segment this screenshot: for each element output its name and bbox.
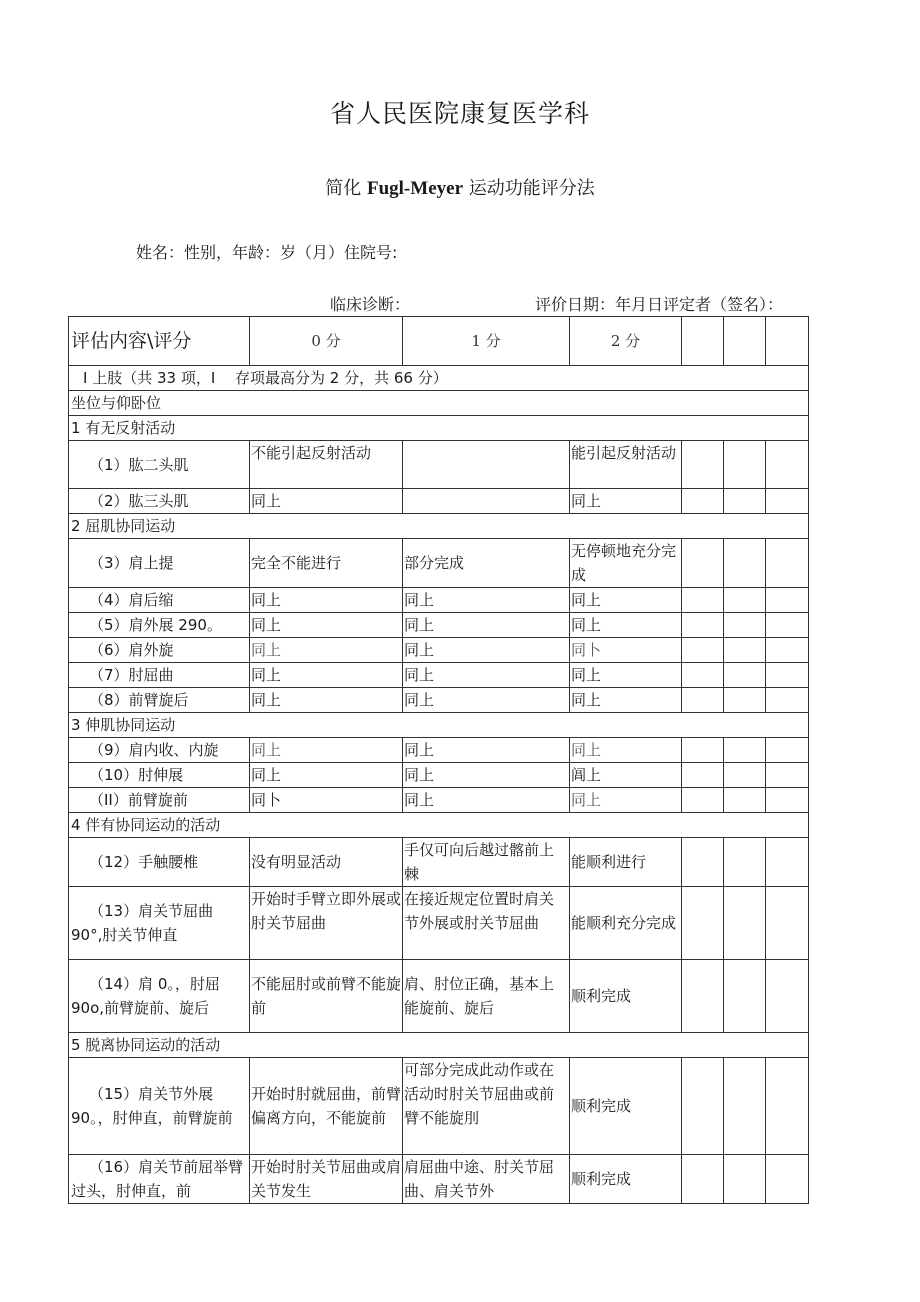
score2-desc: 同上	[570, 788, 682, 813]
assessment-table	[68, 316, 809, 1204]
clinical-diagnosis-label: 临床诊断：	[330, 295, 411, 314]
table-row	[69, 887, 809, 960]
score2-desc: 无停顿地充分完成	[570, 539, 682, 588]
page-title: 省人民医院康复医学科	[329, 99, 590, 128]
score2-desc: 同上	[570, 489, 682, 514]
subtitle-prefix: 简化	[325, 178, 367, 199]
table-row	[69, 838, 809, 887]
score0-desc: 完全不能进行	[250, 539, 403, 588]
table-row	[69, 1155, 809, 1204]
score1-desc: 部分完成	[403, 539, 570, 588]
patient-info-line: 姓名：性别，年龄：岁（月）住院号:	[136, 243, 398, 262]
score2-desc: 同上	[570, 738, 682, 763]
score-cell[interactable]	[724, 887, 766, 960]
score0-desc: 同上	[250, 489, 403, 514]
score0-desc: 同上	[250, 663, 403, 688]
score2-desc: 能顺利进行	[570, 838, 682, 887]
table-row	[69, 763, 809, 788]
score0-desc: 同上	[250, 613, 403, 638]
item-label: （1）肱二头肌	[69, 441, 250, 489]
score-cell[interactable]	[724, 763, 766, 788]
score1-desc: 在接近规定位置时肩关节外展或肘关节屈曲	[403, 887, 570, 960]
score0-desc: 不能屈肘或前臂不能旋前	[250, 960, 403, 1033]
score0-desc: 开始时手臂立即外展或肘关节屈曲	[250, 887, 403, 960]
score0-desc: 不能引起反射活动	[250, 441, 403, 489]
table-row	[69, 960, 809, 1033]
table-row	[69, 489, 809, 514]
score-cell[interactable]	[724, 613, 766, 638]
score-cell[interactable]	[724, 788, 766, 813]
score-cell[interactable]	[766, 613, 809, 638]
table-row	[69, 1058, 809, 1155]
score1-desc: 同上	[403, 763, 570, 788]
score2-desc: 同上	[570, 663, 682, 688]
table-row	[69, 539, 809, 588]
score2-desc: 顺利完成	[570, 1058, 682, 1155]
subtitle-name: Fugl-Meyer	[366, 178, 463, 199]
item-label: （12）手触腰椎	[69, 838, 250, 887]
score-cell[interactable]	[766, 887, 809, 960]
score1-desc: 手仅可向后越过髂前上棘	[403, 838, 570, 887]
section-reflex: 1 有无反射活动	[69, 416, 809, 441]
item-label: （13）肩关节屈曲 90°,肘关节伸直	[69, 887, 250, 960]
score-cell[interactable]	[766, 489, 809, 514]
score2-desc: 能引起反射活动	[570, 441, 682, 489]
table-row	[69, 441, 809, 489]
score0-desc: 没有明显活动	[250, 838, 403, 887]
table-row	[69, 588, 809, 613]
item-label: （10）肘伸展	[69, 763, 250, 788]
score2-desc: 同上	[570, 688, 682, 713]
table-row	[69, 663, 809, 688]
score1-desc: 同上	[403, 613, 570, 638]
score1-desc: 可部分完成此动作或在活动时肘关节屈曲或前臂不能旋刖	[403, 1058, 570, 1155]
score0-desc: 同上	[250, 763, 403, 788]
score-cell[interactable]	[766, 663, 809, 688]
item-label: （8）前臂旋后	[69, 688, 250, 713]
score-cell[interactable]	[766, 763, 809, 788]
score-cell[interactable]	[766, 838, 809, 887]
table-row	[69, 788, 809, 813]
score-cell[interactable]	[682, 588, 724, 613]
score-cell[interactable]	[682, 1155, 724, 1204]
score-cell[interactable]	[682, 887, 724, 960]
score-cell[interactable]	[682, 317, 724, 366]
header-score-0: 0 分	[250, 317, 403, 366]
score1-desc: 同上	[403, 788, 570, 813]
score-cell[interactable]	[724, 588, 766, 613]
item-label: （14）肩 0。，肘屈 90o,前臂旋前、旋后	[69, 960, 250, 1033]
score1-desc: 肩屈曲中途、肘关节屈曲、肩关节外	[403, 1155, 570, 1204]
score-cell[interactable]	[724, 1058, 766, 1155]
score-cell[interactable]	[766, 788, 809, 813]
table-row	[69, 738, 809, 763]
evaluation-info-label: 评价日期：年月日评定者（签名）：	[535, 295, 784, 314]
item-label: （16）肩关节前屈举臂过头，肘伸直，前	[69, 1155, 250, 1204]
score-cell[interactable]	[682, 788, 724, 813]
section-flexor-synergy: 2 屈肌协同运动	[69, 514, 809, 539]
score-cell[interactable]	[682, 763, 724, 788]
header-content: 评估内容\评分	[69, 317, 250, 366]
score-cell[interactable]	[766, 441, 809, 489]
item-label: （5）肩外展 290。	[69, 613, 250, 638]
header-score-2: 2 分	[570, 317, 682, 366]
score0-desc: 同上	[250, 688, 403, 713]
table-row	[69, 688, 809, 713]
score-cell[interactable]	[766, 1058, 809, 1155]
score1-desc: 同上	[403, 588, 570, 613]
header-row	[69, 317, 809, 366]
score-cell[interactable]	[682, 1058, 724, 1155]
score-cell[interactable]	[682, 441, 724, 489]
item-label: （2）肱三头肌	[69, 489, 250, 514]
score-cell[interactable]	[682, 539, 724, 588]
table-row	[69, 613, 809, 638]
score0-desc: 开始时肘就屈曲，前臂偏离方向，不能旋前	[250, 1058, 403, 1155]
score-cell[interactable]	[766, 539, 809, 588]
score0-desc: 同上	[250, 638, 403, 663]
score2-desc: 顺利完成	[570, 960, 682, 1033]
form-subtitle	[0, 174, 920, 200]
score2-desc: 同上	[570, 588, 682, 613]
score1-desc	[403, 441, 570, 489]
score2-desc: 能顺利充分完成	[570, 887, 682, 960]
score-cell[interactable]	[682, 663, 724, 688]
subsection-sit: 坐位与仰卧位	[69, 391, 809, 416]
score-cell[interactable]	[682, 838, 724, 887]
score-cell[interactable]	[766, 960, 809, 1033]
section-without-synergy: 5 脱离协同运动的活动	[69, 1033, 809, 1058]
score-cell[interactable]	[724, 663, 766, 688]
item-label: （9）肩内收、内旋	[69, 738, 250, 763]
score-cell[interactable]	[766, 738, 809, 763]
score0-desc: 同卜	[250, 788, 403, 813]
score-cell[interactable]	[766, 317, 809, 366]
section-with-synergy: 4 伴有协同运动的活动	[69, 813, 809, 838]
score-cell[interactable]	[724, 489, 766, 514]
item-label: （7）肘屈曲	[69, 663, 250, 688]
score-cell[interactable]	[682, 489, 724, 514]
score-cell[interactable]	[724, 441, 766, 489]
score1-desc: 同上	[403, 638, 570, 663]
score-cell[interactable]	[682, 613, 724, 638]
score-cell[interactable]	[682, 960, 724, 1033]
score-cell[interactable]	[724, 638, 766, 663]
score-cell[interactable]	[682, 688, 724, 713]
score-cell[interactable]	[766, 1155, 809, 1204]
item-label: （15）肩关节外展 90。，肘伸直，前臂旋前	[69, 1058, 250, 1155]
score1-desc: 同上	[403, 663, 570, 688]
item-label: （4）肩后缩	[69, 588, 250, 613]
score1-desc: 肩、肘位正确，基本上能旋前、旋后	[403, 960, 570, 1033]
score-cell[interactable]	[724, 317, 766, 366]
section-extensor-synergy: 3 伸肌协同运动	[69, 713, 809, 738]
score1-desc: 同上	[403, 738, 570, 763]
score-cell[interactable]	[766, 638, 809, 663]
item-label: （3）肩上提	[69, 539, 250, 588]
score-cell[interactable]	[724, 838, 766, 887]
score-cell[interactable]	[724, 688, 766, 713]
table-row	[69, 638, 809, 663]
score1-desc: 同上	[403, 688, 570, 713]
score-cell[interactable]	[682, 738, 724, 763]
score2-desc: 阊上	[570, 763, 682, 788]
score0-desc: 同上	[250, 588, 403, 613]
score0-desc: 同上	[250, 738, 403, 763]
item-label: （II）前臂旋前	[69, 788, 250, 813]
score-cell[interactable]	[724, 1155, 766, 1204]
score-cell[interactable]	[724, 539, 766, 588]
score2-desc: 顺利完成	[570, 1155, 682, 1204]
score2-desc: 同上	[570, 613, 682, 638]
score-cell[interactable]	[766, 688, 809, 713]
subtitle-suffix: 运动功能评分法	[463, 178, 595, 199]
section-upper-limb: I 上肢（共 33 项，I 存项最高分为 2 分，共 66 分）	[69, 366, 809, 391]
score2-desc: 同卜	[570, 638, 682, 663]
header-score-1: 1 分	[403, 317, 570, 366]
score-cell[interactable]	[724, 960, 766, 1033]
score-cell[interactable]	[766, 588, 809, 613]
score-cell[interactable]	[682, 638, 724, 663]
score-cell[interactable]	[724, 738, 766, 763]
score1-desc	[403, 489, 570, 514]
score0-desc: 开始时肘关节屈曲或肩关节发生	[250, 1155, 403, 1204]
item-label: （6）肩外旋	[69, 638, 250, 663]
